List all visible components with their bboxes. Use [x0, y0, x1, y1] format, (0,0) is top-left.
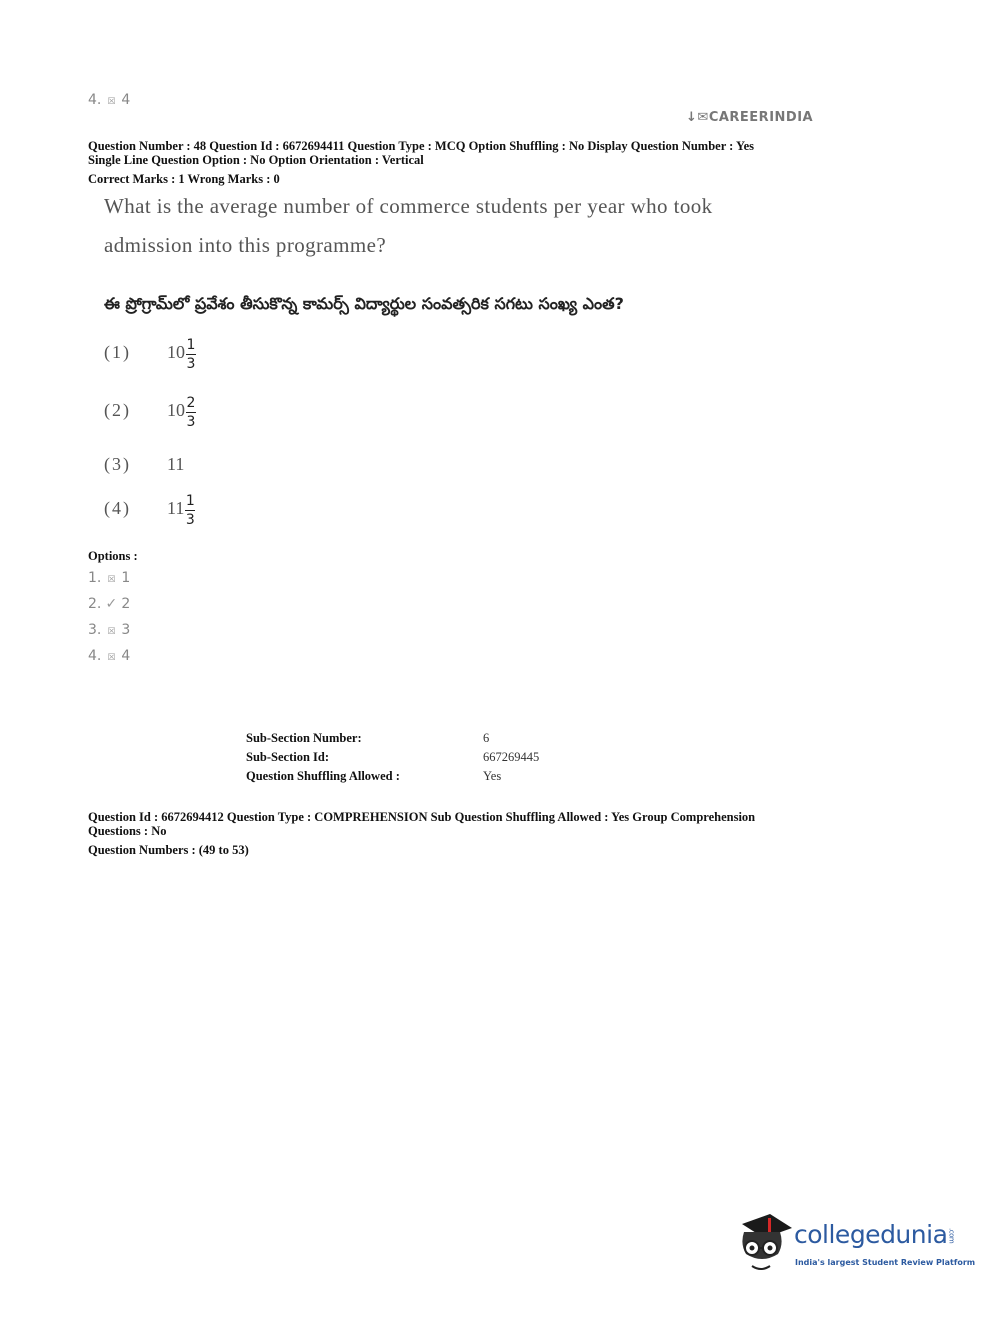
next-question-meta-line2: Questions : No: [88, 824, 167, 838]
next-question-meta-line3: Question Numbers : (49 to 53): [88, 843, 249, 857]
cross-icon: ☒: [107, 653, 116, 663]
prev-option-row: [88, 92, 130, 108]
choice-1: [104, 337, 196, 372]
prev-option-value: 4: [121, 92, 131, 108]
question-text-te: ఈ ప్రోగ్రామ్‌లో ప్రవేశం తీసుకొన్న కామర్స్ విద్యార్థుల సంవత్సరిక సగటు సంఖ్య ఎంత?: [104, 294, 624, 313]
options-heading: Options :: [88, 549, 138, 563]
book-icon: ✉: [697, 110, 709, 125]
logo-wordmark: collegedunia.com: [794, 1220, 956, 1249]
choice-2: [104, 395, 196, 430]
subsection-number-value: 6: [483, 731, 490, 745]
mascot-icon: [734, 1210, 792, 1282]
question-meta-line2: Single Line Question Option : No Option Orientation : Vertical: [88, 153, 424, 167]
collegedunia-logo: [734, 1210, 976, 1282]
subsection-values: [483, 729, 539, 786]
choice-fraction: $\frac{2}{3}$: [186, 395, 196, 430]
choice-3: [104, 454, 184, 475]
subsection-number-label: Sub-Section Number:: [246, 731, 362, 745]
option-row-3: 3. ☒ 3: [88, 622, 131, 638]
choice-label: (1): [104, 342, 131, 363]
cross-icon: ☒: [107, 575, 116, 585]
choice-4: [104, 493, 195, 528]
careerindia-watermark: ↓✉CAREERINDIA: [686, 110, 814, 125]
logo-tagline: India's largest Student Review Platform: [795, 1258, 976, 1267]
question-text-en-line2: admission into this programme?: [104, 233, 387, 257]
choice-fraction: $\frac{1}{3}$: [185, 493, 195, 528]
option-row-1: 1. ☒ 1: [88, 570, 131, 586]
cross-icon: ☒: [107, 627, 116, 637]
choice-fraction: $\frac{1}{3}$: [186, 337, 196, 372]
choice-whole: 11: [167, 454, 185, 474]
question-text-en-line1: What is the average number of commerce students per year who took: [104, 194, 713, 218]
subsection-labels: [246, 729, 400, 786]
question-meta-line1: Question Number : 48 Question Id : 6672694411 Question Type : MCQ Option Shuffling : No Display Question Number : Yes: [88, 139, 755, 153]
cross-icon: ☒: [107, 97, 116, 107]
download-icon: ↓: [686, 110, 698, 125]
subsection-shuffle-label: Question Shuffling Allowed :: [246, 769, 400, 783]
next-question-meta-line1: Question Id : 6672694412 Question Type : COMPREHENSION Sub Question Shuffling Allowed : Yes Group Comprehension: [88, 810, 756, 824]
choice-label: (2): [104, 400, 131, 421]
prev-option-number: 4.: [88, 92, 102, 108]
choice-label: (4): [104, 498, 131, 519]
choice-label: (3): [104, 454, 131, 474]
subsection-id-value: 667269445: [483, 750, 540, 764]
option-row-4: 4. ☒ 4: [88, 648, 131, 664]
subsection-id-label: Sub-Section Id:: [246, 750, 330, 764]
checkmark-icon: ✓: [105, 596, 118, 612]
choice-whole: 10: [167, 342, 185, 363]
subsection-shuffle-value: Yes: [483, 769, 502, 783]
question-meta-line3: Correct Marks : 1 Wrong Marks : 0: [88, 172, 280, 186]
option-row-2: 2. ✓ 2: [88, 596, 131, 612]
choice-whole: 11: [167, 498, 185, 519]
choice-whole: 10: [167, 400, 185, 421]
